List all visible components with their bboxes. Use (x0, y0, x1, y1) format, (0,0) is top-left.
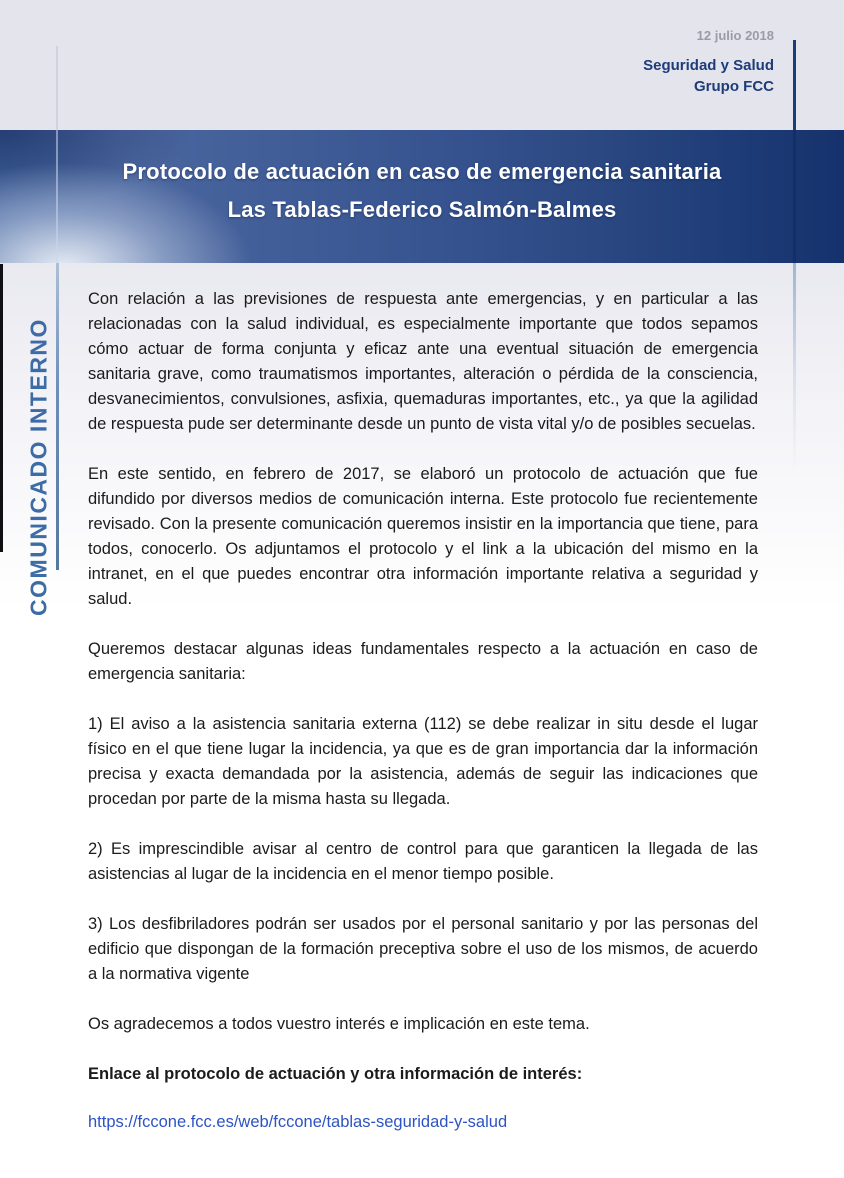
body-paragraph-1: Con relación a las previsiones de respuesta ante emergencias, y en particular a las relacionadas con la salud individual, es especialmente importante que todos sepamos cómo actuar de forma conjunta y eficaz ante una eventual situación de emergencia sanitaria grave, como traumatismos importantes, alteración o pérdida de la consciencia, desvanecimientos, convulsiones, asfixia, quemaduras importantes, etc., ya que la agilidad de respuesta pude ser determinante desde un punto de vista vital y/o de posibles secuelas. (88, 290, 758, 433)
body-list-item-3: 3) Los desfibriladores podrán ser usados por el personal sanitario y por las personas del edificio que dispongan de la formación preceptiva sobre el uso de los mismos, de acuerdo a la normativa vigente (88, 915, 758, 983)
page-edge-strip (0, 264, 3, 552)
right-vertical-rule-fade (793, 263, 796, 473)
document-header (643, 28, 774, 97)
left-vertical-rule-top (56, 46, 58, 130)
body-paragraph-3: Queremos destacar algunas ideas fundamentales respecto a la actuación en caso de emergencia sanitaria: (88, 640, 758, 683)
link-section-heading: Enlace al protocolo de actuación y otra información de interés: (88, 1065, 583, 1083)
title-banner (0, 130, 844, 263)
body-paragraph-2: En este sentido, en febrero de 2017, se elaboró un protocolo de actuación que fue difundido por diversos medios de comunicación interna. Este protocolo fue recientemente revisado. Con la presente comunicación queremos insistir en la importancia que tiene, para todos, conocerlo. Os adjuntamos el protocolo y el link a la ubicación del mismo en la intranet, en el que puedes encontrar otra información importante relativa a seguridad y salud. (88, 465, 758, 608)
banner-title-line1: Protocolo de actuación en caso de emergencia sanitaria (122, 159, 722, 184)
body-list-item-2: 2) Es imprescindible avisar al centro de control para que garanticen la llegada de las asistencias al lugar de la incidencia en el menor tiempo posible. (88, 840, 758, 883)
right-vertical-rule-band (793, 130, 796, 263)
body-list-item-1: 1) El aviso a la asistencia sanitaria externa (112) se debe realizar in situ desde el lugar físico en el que tiene lugar la incidencia, ya que es de gran importancia dar la información precisa y exacta demandada por la asistencia, además de seguir las indicaciones que procedan por parte de la misma hasta su llegada. (88, 715, 758, 808)
banner-title-line2: Las Tablas-Federico Salmón-Balmes (227, 197, 617, 222)
left-vertical-rule-band (56, 130, 58, 263)
protocol-link[interactable]: https://fccone.fcc.es/web/fccone/tablas-seguridad-y-salud (88, 1113, 508, 1131)
company-label: Grupo FCC (694, 78, 774, 95)
document-body (88, 287, 758, 1135)
right-vertical-rule-top (793, 40, 796, 130)
department-label: Seguridad y Salud (643, 57, 774, 74)
closing-paragraph: Os agradecemos a todos vuestro interés e implicación en este tema. (88, 1015, 590, 1033)
document-date: 12 julio 2018 (696, 28, 774, 43)
left-vertical-rule-bottom (56, 263, 59, 570)
comunicado-interno-label: COMUNICADO INTERNO (25, 318, 52, 616)
